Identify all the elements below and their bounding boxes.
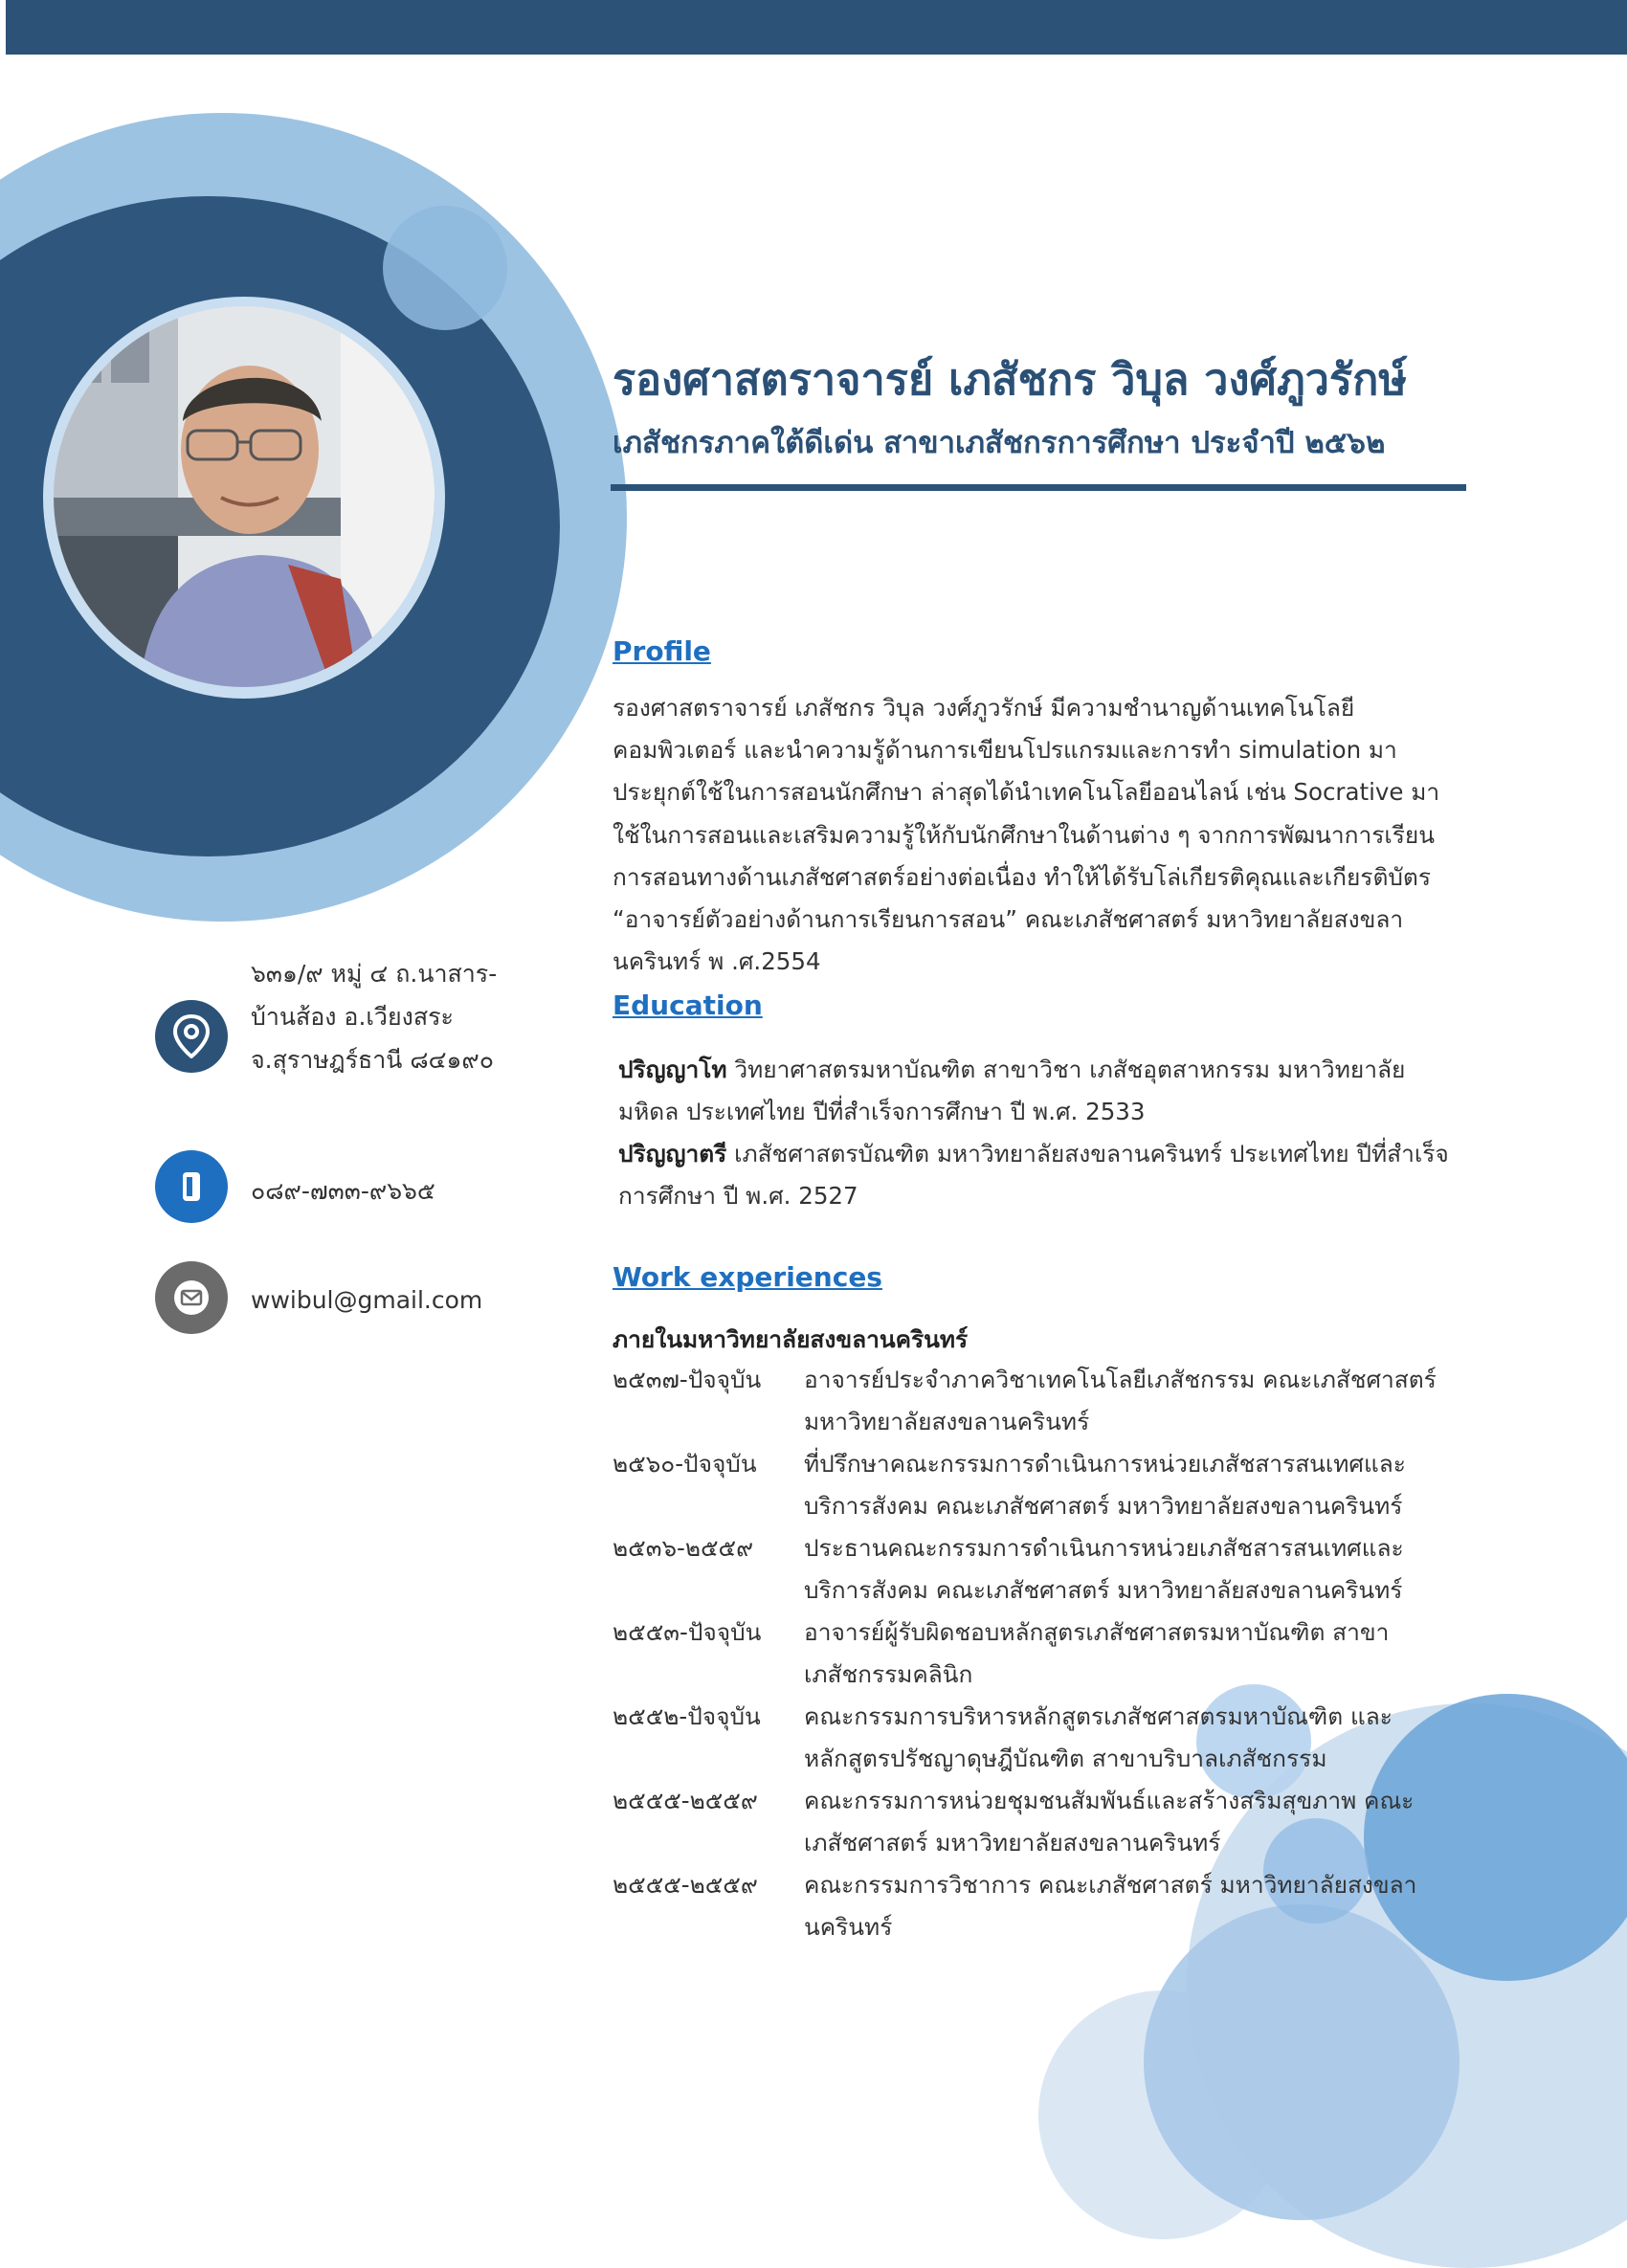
degree-label: ปริญญาโท [618,1056,727,1083]
work-row [613,1612,1464,1696]
top-banner [6,0,1627,55]
mail-icon [155,1261,228,1334]
education-heading: Education [613,989,763,1021]
work-period: ๒๕๓๖-๒๕๕๙ [613,1534,754,1562]
work-row [613,1443,1464,1527]
phone-icon [155,1150,228,1223]
degree-label: ปริญญาตรี [618,1140,727,1167]
degree-detail: เภสัชศาสตรบัณฑิต มหาวิทยาลัยสงขลานครินทร์ ประเทศไทย ปีที่สำเร็จการศึกษา ปี พ.ศ. 2527 [618,1140,1449,1210]
work-table [613,1359,1464,1948]
work-row [613,1864,1464,1948]
education-list [618,1049,1465,1217]
work-period: ๒๕๕๓-ปัจจุบัน [613,1618,762,1646]
work-description: อาจารย์ผู้รับผิดชอบหลักสูตรเภสัชศาสตรมหาบัณฑิต สาขาเภสัชกรรมคลินิก [804,1618,1390,1688]
work-description: อาจารย์ประจำภาควิชาเทคโนโลยีเภสัชกรรม คณะเภสัชศาสตร์ มหาวิทยาลัยสงขลานครินทร์ [804,1366,1437,1435]
work-period: ๒๕๕๒-ปัจจุบัน [613,1702,761,1730]
work-period: ๒๕๖๐-ปัจจุบัน [613,1450,757,1478]
decor-bubble [1144,1904,1460,2220]
award-subtitle: เภสัชกรภาคใต้ดีเด่น สาขาเภสัชกรการศึกษา ประจำปี ๒๕๖๒ [613,426,1386,460]
phone-number: ๐๘๙-๗๓๓-๙๖๖๕ [251,1177,435,1205]
profile-heading: Profile [613,635,711,667]
decor-circle-small [383,206,507,330]
work-description: คณะกรรมการวิชาการ คณะเภสัชศาสตร์ มหาวิทยาลัยสงขลานครินทร์ [804,1871,1417,1941]
work-period: ๒๕๕๕-๒๕๕๙ [613,1871,758,1899]
portrait-illustration [54,306,435,687]
education-item [618,1133,1465,1217]
work-heading: Work experiences [613,1261,882,1293]
address-text: ๖๓๑/๙ หมู่ ๔ ถ.นาสาร-บ้านส้อง อ.เวียงสระ จ.สุราษฎร์ธานี ๘๔๑๙๐ [251,960,498,1074]
email-address[interactable]: wwibul@gmail.com [251,1286,483,1314]
work-period: ๒๕๕๕-๒๕๕๙ [613,1787,758,1814]
work-description: คณะกรรมการหน่วยชุมชนสัมพันธ์และสร้างสริมสุขภาพ คณะเภสัชศาสตร์ มหาวิทยาลัยสงขลานครินทร์ [804,1787,1415,1857]
profile-photo [54,306,435,687]
work-row [613,1780,1464,1864]
profile-paragraph: รองศาสตราจารย์ เภสัชกร วิบุล วงศ์ภูวรักษ์ มีความชำนาญด้านเทคโนโลยีคอมพิวเตอร์ และนำความรู้ด้านการเขียนโปรแกรมและการทำ simulation มาประยุกต์ใช้ในการสอนนักศึกษา ล่าสุดได้นำเทคโนโลยีออนไลน์ เช่น Socrative มาใช้ในการสอนและเสริมความรู้ให้กับนักศึกษาในด้านต่าง ๆ จากการพัฒนาการเรียนการสอนทางด้านเภสัชศาสตร์อย่างต่อเนื่อง ทำให้ได้รับโล่เกียรติคุณและเกียรติบัตร “อาจารย์ตัวอย่างด้านการเรียนการสอน” คณะเภสัชศาสตร์ มหาวิทยาลัยสงขลานครินทร์ พ .ศ.2554 [613,694,1440,976]
work-row [613,1359,1464,1443]
work-row [613,1527,1464,1612]
work-description: คณะกรรมการบริหารหลักสูตรเภสัชศาสตรมหาบัณฑิต และหลักสูตรปรัชญาดุษฎีบัณฑิต สาขาบริบาลเภสัชกรรม [804,1702,1393,1772]
person-name: รองศาสตราจารย์ เภสัชกร วิบุล วงศ์ภูวรักษ์ [613,354,1407,405]
header-divider [611,484,1466,491]
work-row [613,1696,1464,1780]
work-subheading: ภายในมหาวิทยาลัยสงขลานครินทร์ [613,1325,969,1353]
map-pin-icon [155,1000,228,1073]
education-item [618,1049,1465,1133]
degree-detail: วิทยาศาสตรมหาบัณฑิต สาขาวิชา เภสัชอุตสาหกรรม มหาวิทยาลัยมหิดล ประเทศไทย ปีที่สำเร็จการศึกษา ปี พ.ศ. 2533 [618,1056,1406,1125]
work-period: ๒๕๓๗-ปัจจุบัน [613,1366,762,1393]
work-description: ที่ปรึกษาคณะกรรมการดำเนินการหน่วยเภสัชสารสนเทศและบริการสังคม คณะเภสัชศาสตร์ มหาวิทยาลัยสงขลานครินทร์ [804,1450,1406,1520]
work-description: ประธานคณะกรรมการดำเนินการหน่วยเภสัชสารสนเทศและบริการสังคม คณะเภสัชศาสตร์ มหาวิทยาลัยสงขลานครินทร์ [804,1534,1404,1604]
